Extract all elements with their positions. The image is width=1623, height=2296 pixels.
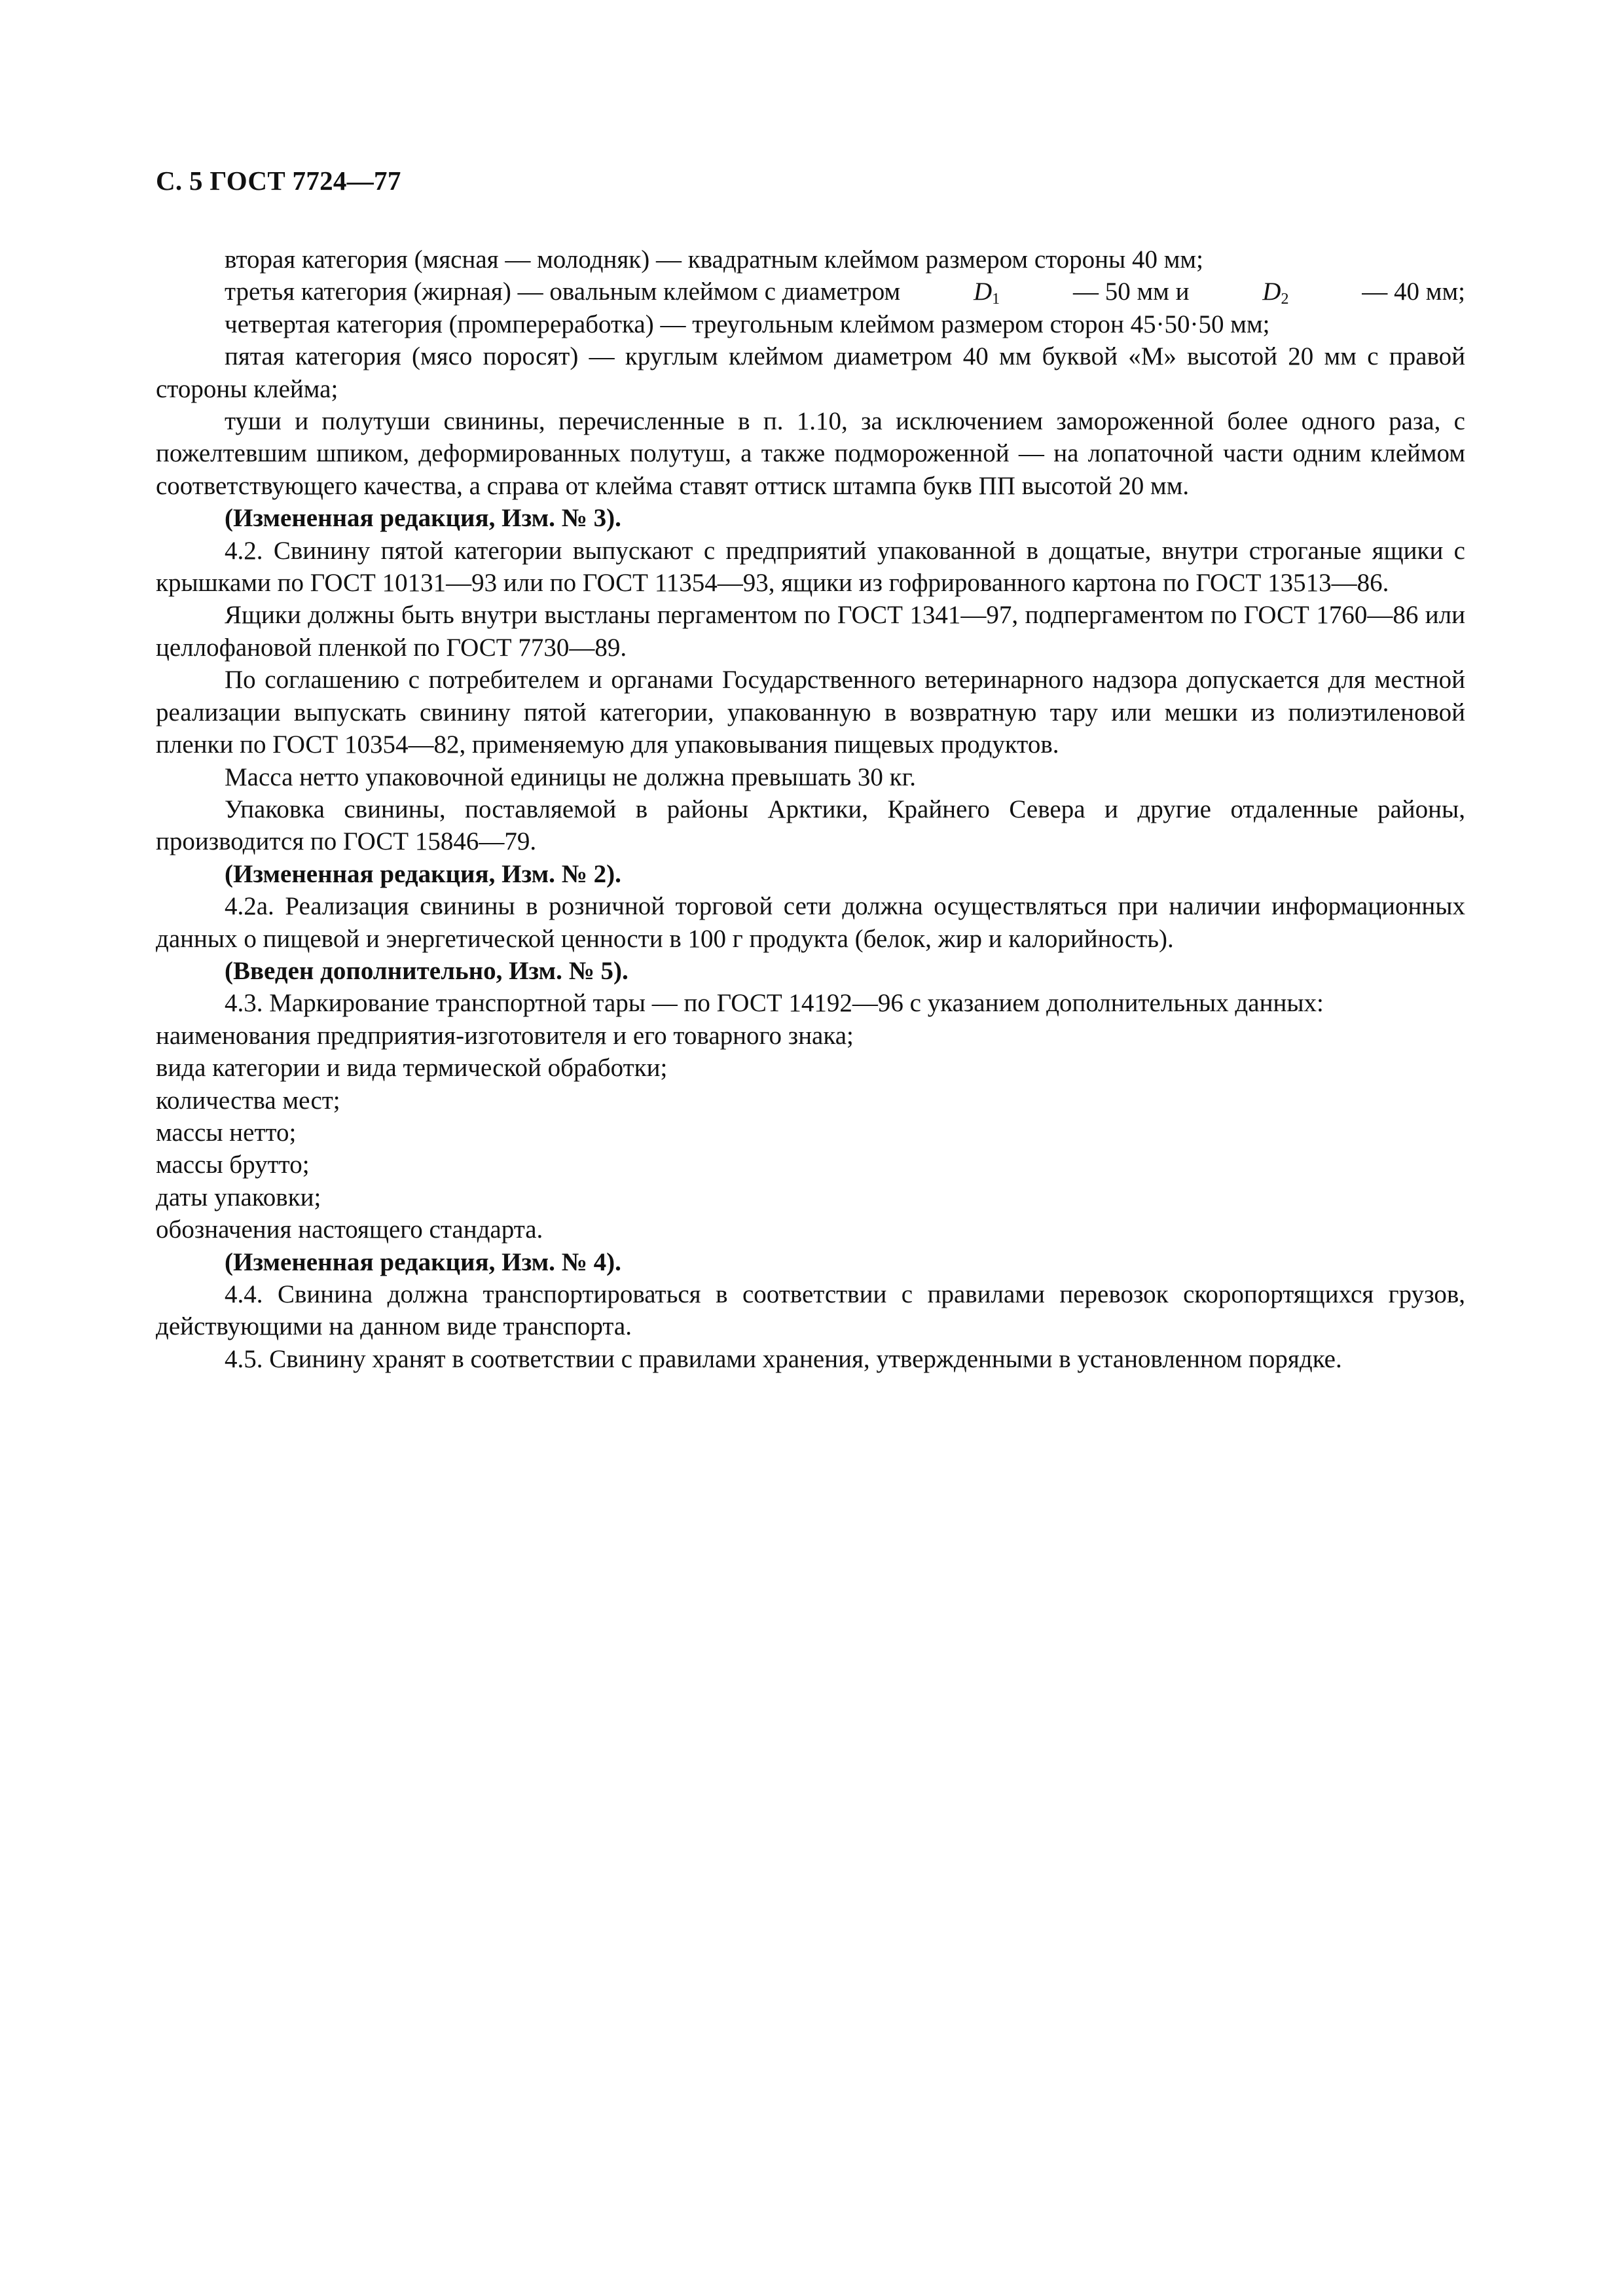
category-line-fourth [156,308,1465,340]
arctic-paragraph: Упаковка свинины, поставляемой в районы Арктики, Крайнего Севера и другие отдаленные районы, производится по ГОСТ 15846—79. [156,795,1465,856]
page-header: С. 5 ГОСТ 7724—77 [156,166,401,196]
mass-paragraph: Масса нетто упаковочной единицы не должна превышать 30 кг. [225,762,916,791]
section-4-2: 4.2. Свинину пятой категории выпускают с предприятий упакованной в дощатые, внутри строганые ящики с крышками по ГОСТ 10131—93 или по ГОСТ 11354—93, ящики из гофрированного картона по ГОСТ 13513—86. [156,536,1465,598]
marking-item: массы нетто; [156,1118,297,1147]
marking-item: массы брутто; [156,1151,310,1179]
d2-symbol: D [1262,278,1281,306]
third-category-d1 [974,276,1000,308]
category-line-second-text: вторая категория (мясная — молодняк) — квадратным клеймом размером стороны 40 мм; [225,245,1203,274]
marking-item: наименования предприятия-изготовителя и его товарного знака; [156,1021,854,1050]
d2-subscript: 2 [1281,291,1289,308]
category-line-third [156,276,1465,308]
d1-subscript: 1 [992,291,1000,308]
third-category-prefix: третья категория (жирная) — овальным клеймом с диаметром [225,278,901,306]
amendment-note-2: (Измененная редакция, Изм. № 2). [225,859,621,888]
fifth-category-paragraph: пятая категория (мясо поросят) — круглым клеймом диаметром 40 мм буквой «М» высотой 20 мм с правой стороны клейма; [156,342,1465,403]
third-category-d2 [1262,276,1288,308]
amendment-note-3: (Измененная редакция, Изм. № 3). [225,504,621,533]
third-category-d1-rest: — 50 мм и [1072,278,1190,306]
amendment-note-4: (Измененная редакция, Изм. № 4). [225,1247,621,1276]
document-body [156,243,1465,1375]
marking-item: обозначения настоящего стандарта. [156,1215,543,1244]
section-4-3: 4.3. Маркирование транспортной тары — по ГОСТ 14192—96 с указанием дополнительных данных: [225,989,1324,1018]
carcass-paragraph: туши и полутуши свинины, перечисленные в п. 1.10, за исключением замороженной более одного раза, с пожелтевшим шпиком, деформированных полутуш, а также подмороженной — на лопаточной части одним клеймом соответствующего качества, а справа от клейма ставят оттиск штампа букв ПП высотой 20 мм. [156,407,1465,500]
section-4-5: 4.5. Свинину хранят в соответствии с правилами хранения, утвержденными в установленном порядке. [225,1344,1342,1373]
amendment-note-5: (Введен дополнительно, Изм. № 5). [225,956,629,985]
agreement-paragraph: По соглашению с потребителем и органами Государственного ветеринарного надзора допускается для местной реализации выпускать свинину пятой категории, упакованную в возвратную тару или мешки из полиэтиленовой пленки по ГОСТ 10354—82, применяемую для упаковывания пищевых продуктов. [156,666,1465,759]
d1-symbol: D [973,278,993,306]
category-line-second [156,243,1465,276]
third-category-d2-rest: — 40 мм; [1362,278,1465,306]
marking-list [156,1020,1465,1246]
boxes-paragraph: Ящики должны быть внутри выстланы пергаментом по ГОСТ 1341—97, подпергаментом по ГОСТ 1760—86 или целлофановой пленкой по ГОСТ 7730—89. [156,601,1465,662]
section-4-2a: 4.2а. Реализация свинины в розничной торговой сети должна осуществляться при наличии информационных данных о пищевой и энергетической ценности в 100 г продукта (белок, жир и калорийность). [156,892,1465,953]
category-line-fourth-text: четвертая категория (промпереработка) — треугольным клеймом размером сторон 45·50·50 мм; [225,310,1270,338]
marking-item: количества мест; [156,1086,340,1115]
marking-item: вида категории и вида термической обработки; [156,1054,668,1083]
section-4-4: 4.4. Свинина должна транспортироваться в соответствии с правилами перевозок скоропортящихся грузов, действующими на данном виде транспорта. [156,1280,1465,1341]
marking-item: даты упаковки; [156,1183,321,1211]
